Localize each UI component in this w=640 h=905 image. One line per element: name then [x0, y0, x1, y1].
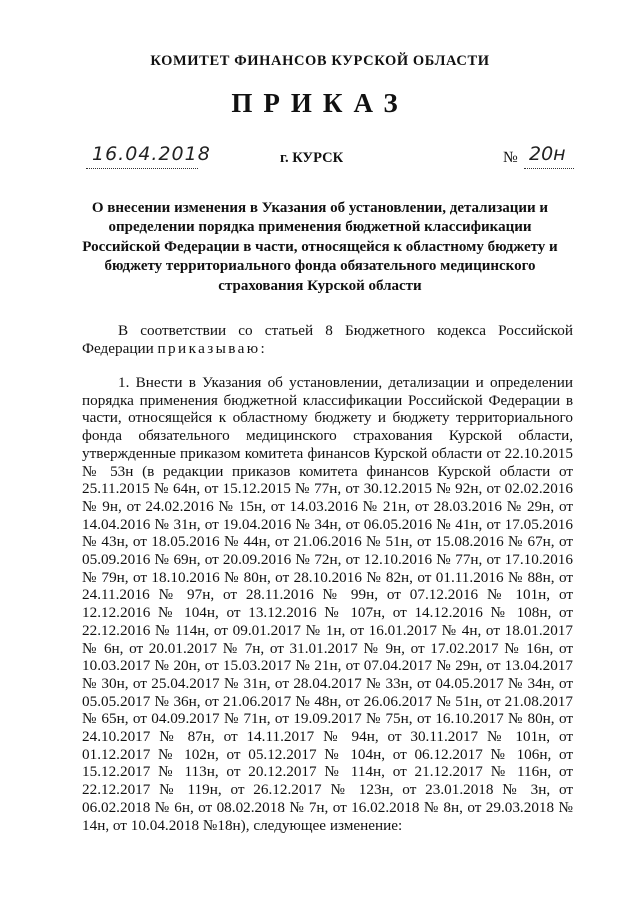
- document-type-heading: ПРИКАЗ: [231, 88, 409, 118]
- organization-header: КОМИТЕТ ФИНАНСОВ КУРСКОЙ ОБЛАСТИ: [150, 53, 490, 69]
- date-underline: [86, 168, 198, 169]
- city-label: г. КУРСК: [280, 150, 344, 166]
- number-sign: №: [503, 149, 518, 166]
- item-1-paragraph: 1. Внести в Указания об установлении, детализации и определении порядка применения бюджетной классификации Российской Федерации в части, относящейся к областному бюджету и бюджету территориального фонда обязательного медицинского страхования Курской области, утвержденные приказом комитета финансов Курской области от 22.10.2015 № 53н (в редакции приказов комитета финансов Курской области от 25.11.2015 № 64н, от 15.12.2015 № 77н, от 30.12.2015 № 92н, от 02.02.2016 № 9н, от 24.02.2016 № 15н, от 14.03.2016 № 21н, от 28.03.2016 № 29н, от 14.04.2016 № 31н, от 19.04.2016 № 34н, от 06.05.2016 № 41н, от 17.05.2016 № 43н, от 18.05.2016 № 44н, от 21.06.2016 № 51н, от 15.08.2016 № 67н, от 05.09.2016 № 69н, от 20.09.2016 № 72н, от 12.10.2016 № 77н, от 17.10.2016 № 79н, от 18.10.2016 № 80н, от 28.10.2016 № 82н, от 01.11.2016 № 88н, от 24.11.2016 № 97н, от 28.11.2016 № 99н, от 07.12.2016 № 101н, от 12.12.2016 № 104н, от 13.12.2016 № 107н, от 14.12.2016 № 108н, от 22.12.2016 № 114н, от 09.01.2017 № 1н, от 16.01.2017 № 4н, от 18.01.2017 № 6н, от 20.01.2017 № 7н, от 31.01.2017 № 9н, от 17.02.2017 № 16н, от 10.03.2017 № 20н, от 15.03.2017 № 21н, от 07.04.2017 № 29н, от 13.04.2017 № 30н, от 25.04.2017 № 31н, от 28.04.2017 № 33н, от 04.05.2017 № 34н, от 05.05.2017 № 36н, от 21.06.2017 № 48н, от 26.06.2017 № 51н, от 21.08.2017 № 65н, от 04.09.2017 № 71н, от 19.09.2017 № 75н, от 16.10.2017 № 80н, от 24.10.2017 № 87н, от 14.11.2017 № 94н, от 30.11.2017 № 101н, от 01.12.2017 № 102н, от 05.12.2017 № 104н, от 06.12.2017 № 106н, от 15.12.2017 № 113н, от 20.12.2017 № 114н, от 21.12.2017 № 116н, от 22.12.2017 № 119н, от 26.12.2017 № 123н, от 23.01.2018 № 3н, от 06.02.2018 № 6н, от 08.02.2018 № 7н, от 16.02.2018 № 8н, от 29.03.2018 № 14н, от 10.04.2018 №18н), следующее изменение:: [82, 374, 573, 834]
- preamble-command: приказываю:: [157, 339, 268, 357]
- document-meta-row: [0, 143, 640, 173]
- preamble-text: В соответствии со статьей 8 Бюджетного кодекса Российской Федерации: [82, 322, 573, 357]
- number-underline: [524, 168, 574, 169]
- order-title: О внесении изменения в Указания об установлении, детализации и определении порядка применения бюджетной классификации Российской Федерации в части, относящейся к областному бюджету и бюджету территориального фонда обязательного медицинского страхования Курской области: [82, 200, 558, 294]
- handwritten-number: 20н: [529, 143, 566, 165]
- handwritten-date: 16.04.2018: [92, 143, 211, 165]
- preamble-paragraph: [82, 322, 573, 357]
